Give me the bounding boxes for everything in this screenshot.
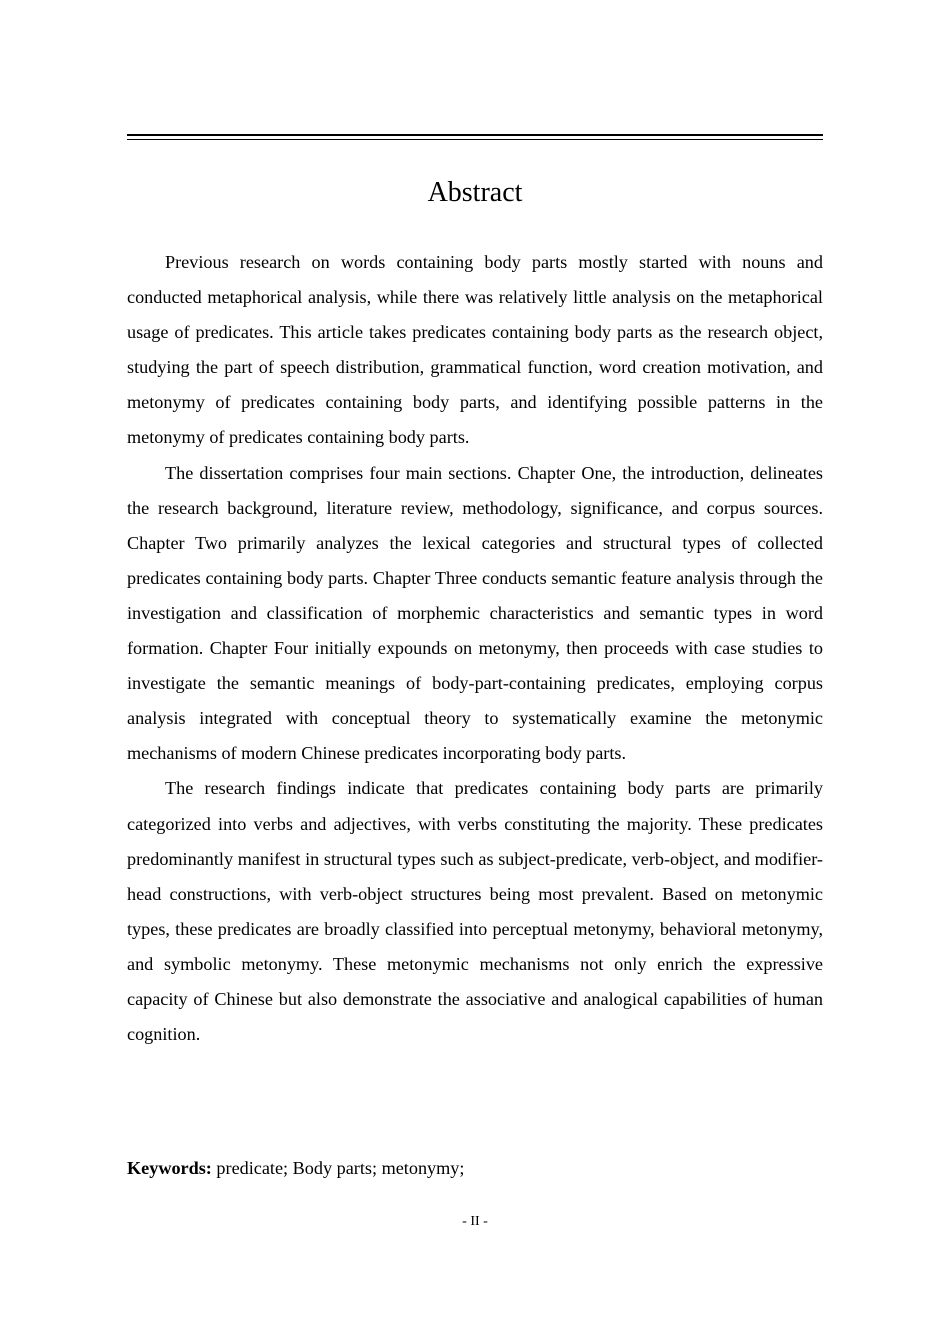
abstract-paragraph-3: The research findings indicate that predicates containing body parts are primarily categorized into verbs and adjectives, with verbs constituting the majority. These predicates predominantly manifest in structural types such as subject-predicate, verb-object, and modifier-head constructions, with verb-object structures being most prevalent. Based on metonymic types, these predicates are broadly classified into perceptual metonymy, behavioral metonymy, and symbolic metonymy. These metonymic mechanisms not only enrich the expressive capacity of Chinese but also demonstrate the associative and analogical capabilities of human cognition. <box>127 778 823 1045</box>
page-number: - II - <box>462 1214 488 1229</box>
keywords-value: predicate; Body parts; metonymy; <box>211 1158 465 1178</box>
keywords-label: Keywords: <box>127 1158 212 1178</box>
header-rule-thick <box>127 134 823 136</box>
abstract-body <box>127 245 823 1052</box>
header-rule-thin <box>127 139 823 140</box>
abstract-paragraph-1: Previous research on words containing body parts mostly started with nouns and conducted metaphorical analysis, while there was relatively little analysis on the metaphorical usage of predicates. This article takes predicates containing body parts as the research object, studying the part of speech distribution, grammatical function, word creation motivation, and metonymy of predicates containing body parts, and identifying possible patterns in the metonymy of predicates containing body parts. <box>127 252 823 448</box>
abstract-paragraph-2: The dissertation comprises four main sections. Chapter One, the introduction, delineates the research background, literature review, methodology, significance, and corpus sources. Chapter Two primarily analyzes the lexical categories and structural types of collected predicates containing body parts. Chapter Three conducts semantic feature analysis through the investigation and classification of morphemic characteristics and semantic types in word formation. Chapter Four initially expounds on metonymy, then proceeds with case studies to investigate the semantic meanings of body-part-containing predicates, employing corpus analysis integrated with conceptual theory to systematically examine the metonymic mechanisms of modern Chinese predicates incorporating body parts. <box>127 462 823 764</box>
page-title: Abstract <box>427 177 523 208</box>
keywords-line <box>127 1154 823 1182</box>
